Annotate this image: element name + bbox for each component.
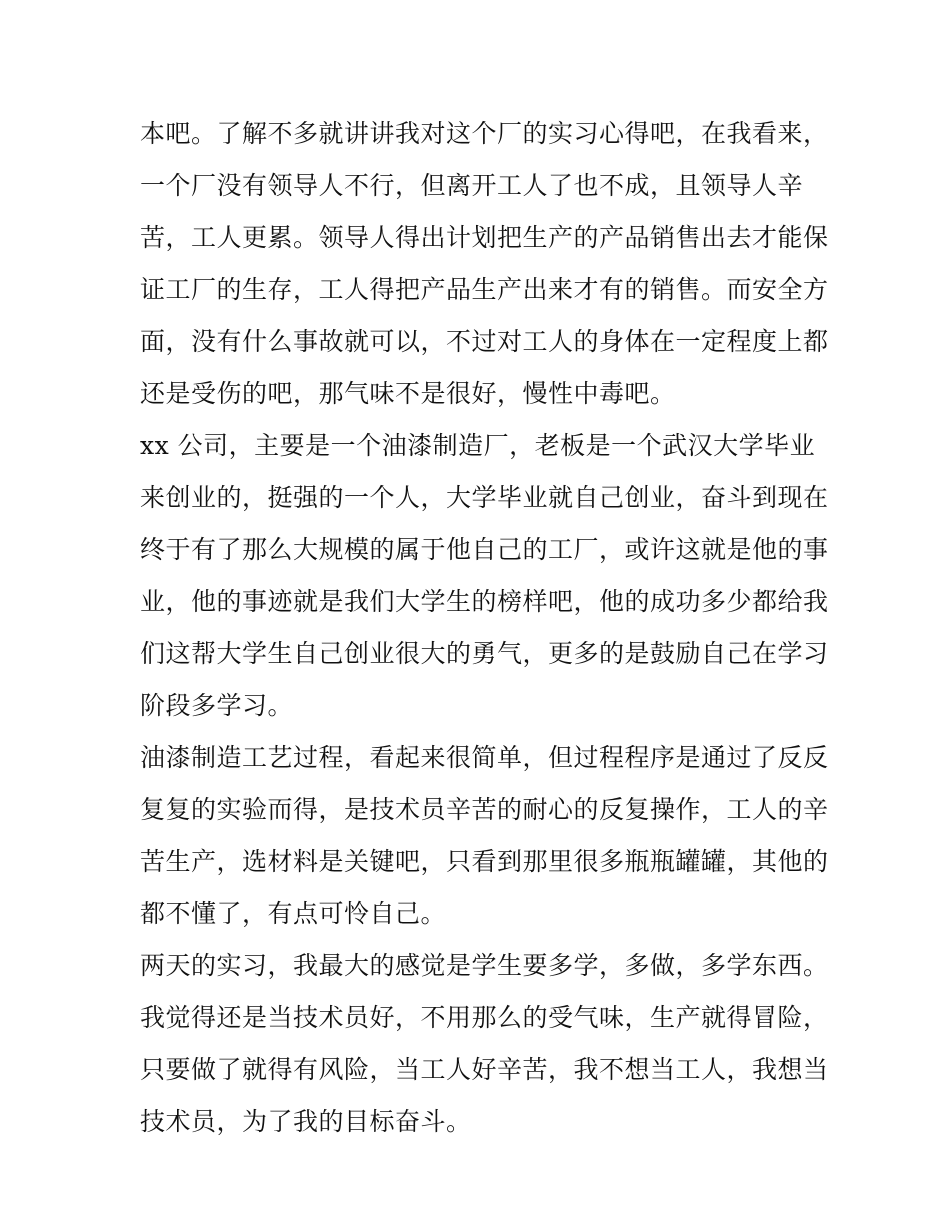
text-line: 一个厂没有领导人不行，但离开工人了也不成，且领导人辛	[140, 171, 804, 200]
text-line: 苦生产，选材料是关键吧，只看到那里很多瓶瓶罐罐，其他的	[140, 847, 829, 876]
text-line: 复复的实验而得，是技术员辛苦的耐心的反复操作，工人的辛	[140, 795, 829, 824]
text-line: 都不懂了，有点可怜自己。	[140, 899, 447, 928]
text-line: 证工厂的生存，工人得把产品生产出来才有的销售。而安全方	[140, 275, 829, 304]
text-line: 只要做了就得有风险，当工人好辛苦，我不想当工人，我想当	[140, 1055, 829, 1084]
text-line: 面，没有什么事故就可以，不过对工人的身体在一定程度上都	[140, 327, 829, 356]
text-line: 们这帮大学生自己创业很大的勇气，更多的是鼓励自己在学习	[140, 639, 829, 668]
text-line: 阶段多学习。	[140, 691, 294, 720]
text-line: 技术员，为了我的目标奋斗。	[140, 1107, 472, 1136]
text-line: xx 公司，主要是一个油漆制造厂，老板是一个武汉大学毕业	[140, 431, 816, 460]
text-line: 来创业的，挺强的一个人，大学毕业就自己创业，奋斗到现在	[140, 483, 829, 512]
text-line: 苦，工人更累。领导人得出计划把生产的产品销售出去才能保	[140, 223, 829, 252]
document-body	[140, 108, 829, 1148]
text-line: 业，他的事迹就是我们大学生的榜样吧，他的成功多少都给我	[140, 587, 829, 616]
text-line: 我觉得还是当技术员好，不用那么的受气味，生产就得冒险，	[140, 1003, 829, 1032]
text-line: 还是受伤的吧，那气味不是很好，慢性中毒吧。	[140, 379, 676, 408]
text-line: 本吧。了解不多就讲讲我对这个厂的实习心得吧，在我看来，	[140, 119, 829, 148]
text-line: 油漆制造工艺过程，看起来很简单，但过程程序是通过了反反	[140, 743, 829, 772]
text-line: 终于有了那么大规模的属于他自己的工厂，或许这就是他的事	[140, 535, 829, 564]
text-line: 两天的实习，我最大的感觉是学生要多学，多做，多学东西。	[140, 951, 829, 980]
